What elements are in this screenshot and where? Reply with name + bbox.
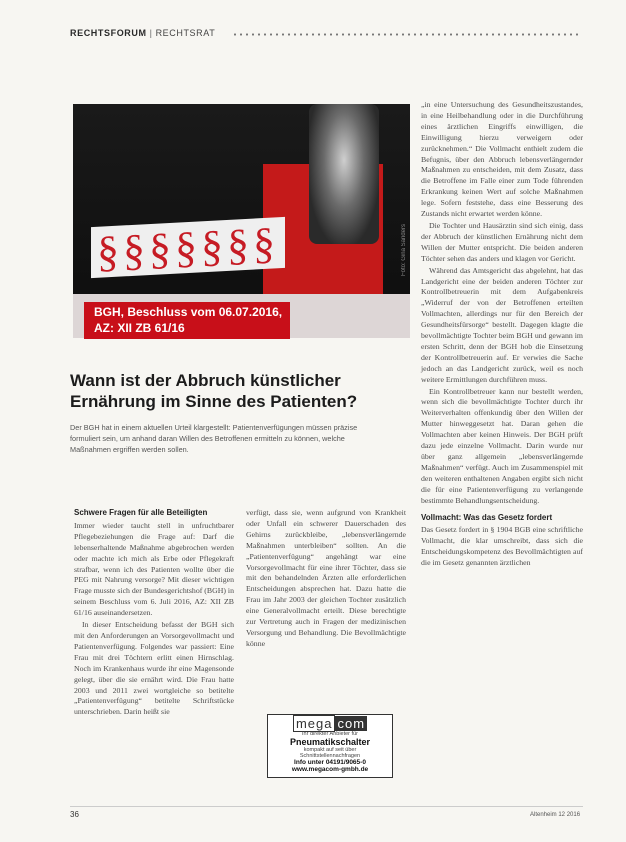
footer-rule	[70, 806, 583, 807]
subheading-schwere-fragen: Schwere Fragen für alle Beteiligten	[74, 508, 208, 517]
megacom-logo: mega com	[268, 716, 392, 731]
page-number: 36	[70, 810, 79, 819]
ad-phone: Info unter 04191/9065-0	[294, 759, 366, 766]
paragraph: Während das Amtsgericht das abgelehnt, hat das Landgericht eine der beiden anderen Töchter zur Kontrollbetreuerin mit dem Aufgabenkreis „Widerruf der von der Betroffenen erteilten Vollmachten, allerdings nur für den Bereich der Gesundheitsfürsorge“ bestellt. Dagegen klagte die bevollmächtigte Tochter beim BGH und gewann im ersten Schritt, denn der BGH hob die Einsetzung der Kontrollbetreuerin auf. Er verwies die Sache jedoch an das Landgericht zurück, weil es noch weitere Ermittlungen durchführen muss.	[421, 265, 583, 384]
article-headline: Wann ist der Abbruch künstlicher Ernährung im Sinne des Patienten?	[70, 371, 358, 411]
paragraph: Ein Kontrollbetreuer kann nur bestellt werden, wenn sich die bevollmächtigte Tochter durch ihr Weiterverhalten offenkundig über den Willen der Mutter hinweggesetzt hat. Daran gehen die Vollmachten aber keinen Hinweis. Der BGH prüft dazu jede einzelne Vollmacht. Darin wurde nur über ganz allgemein „lebensverlängernde Maßnahmen“ verfügt. Auch im Zusammenspiel mit den weiteren enthaltenen Angaben ergibt sich nicht die für eine Patientenverfügung zu verlangende bestimmte Behandlungsentscheidung.	[421, 386, 583, 505]
text-column-1	[74, 508, 234, 719]
paragraph-signs: §§§§§§§	[91, 217, 285, 278]
caption-line-2: AZ: XII ZB 61/16	[94, 321, 185, 335]
text-column-2	[246, 508, 406, 651]
ad-tagline: Ihr direkter Anbieter für	[302, 731, 358, 737]
caption-line-1: BGH, Beschluss vom 06.07.2016,	[94, 305, 283, 319]
ad-detail-2: Schnittstellennachfragen	[299, 753, 361, 759]
stamp-image	[309, 104, 379, 244]
paragraph: „in eine Untersuchung des Gesundheitszustandes, in eine Heilbehandlung oder in die Durchführung eines ärztlichen Eingriffs einwilligen, die Einwilligung hierzu verweigern oder zurücknehmen.“ Die Vollmacht enthielt zudem die Befugnis, über den Abbruch lebensverlängernder Maßnahmen zu entscheiden, mit dem Zusatz, dass die Betroffene im Falle einer zum Tode führenden Erkrankung keinen Wert auf solche Maßnahmen lege. Sofern feststehe, dass eine Besserung des Zustands nicht erwartet werden könne.	[421, 100, 583, 219]
paragraph: Das Gesetz fordert in § 1904 BGB eine schriftliche Vollmacht, die klar umschreibt, dass sich die Entscheidungskompetenz des Bevollmächtigten auf die im Gesetz genannten ärztlichen	[421, 525, 583, 568]
text-column-3	[421, 100, 583, 570]
section-label: RECHTSFORUM	[70, 28, 147, 38]
photo-caption	[84, 302, 290, 339]
magazine-issue: Altenheim 12 2016	[530, 812, 581, 818]
section-header	[70, 28, 215, 38]
paragraph: In dieser Entscheidung befasst der BGH sich mit den Anforderungen an Vorsorgevollmacht und Patientenverfügung. Folgendes war passiert: Eine Frau mit drei Töchtern erlitt einen Hirnschlag. Noch im Krankenhaus wurde ihr eine Magensonde gelegt, über die sie ernährt wird. Die Frau hatte 2003 und 2011 zwei wortgleiche so betitelte „Patientenverfügung“ betitelte Schriftstücke unterschrieben. Darin heißt sie	[74, 620, 234, 717]
section-separator: |	[149, 28, 153, 38]
header-dotted-rule	[232, 33, 582, 36]
article-lead: Der BGH hat in einem aktuellen Urteil klargestellt: Patientenverfügungen müssen präzise formuliert sein, um anhand daran Willen des Betroffenen ermitteln zu können, welche Maßnahmen ergriffen werden sollen.	[70, 423, 358, 454]
megacom-advertisement[interactable]	[267, 714, 393, 778]
subsection-label: RECHTSRAT	[155, 28, 216, 38]
ad-product: Pneumatikschalter	[289, 737, 371, 747]
paragraph: Immer wieder taucht stell in unfruchtbarer Pflegebeziehungen die Frage auf: Darf die lebenserhaltende Maßnahme abgebrochen werden oder machte ich mich als Erbe oder Pflegekraft strafbar, wenn ich des Patienten wollte über die PEG mit Nahrung versorge? Mit dieser wichtigen Frage musste sich der Bundesgerichtshof (BGH) in seinem Beschluss vom 6. Juli 2016, AZ: XII ZB 61/16 auseinandersetzen.	[74, 520, 234, 618]
subheading-vollmacht: Vollmacht: Was das Gesetz fordert	[421, 512, 553, 522]
photo-credit: Foto: Gina Sanders	[401, 224, 407, 277]
ad-url[interactable]: www.megacom-gmbh.de	[291, 766, 369, 773]
paragraph: verfügt, dass sie, wenn aufgrund von Krankheit oder Unfall ein schwerer Dauerschaden des Gehirns zurückbleibe, „lebensverlängernde Maßnahmen unterbleiben“ sollten. An die „Patientenverfügung“ angehängt war eine Vorsorgevollmacht für eine ihrer Töchter, dass sie mit den behandelnden Ärzten alle erforderlichen Entscheidungen absprechen hat. Dazu hatte die Frau im Jahr 2003 der gleichen Tochter zusätzlich eine Generalvollmacht erteilt. Diese berechtigte zur Vertretung auch in Fragen der medizinischen Versorgung und Behandlung. Die Bevollmächtigte könne	[246, 508, 406, 648]
paragraph: Die Tochter und Hausärztin sind sich einig, dass der Abbruch der künstlichen Ernährung nicht dem Willen der Mutter entspricht. Die beiden anderen Töchter sehen das anders und klagen vor Gericht.	[421, 220, 583, 263]
ad-detail: kompakt auf seit über	[303, 747, 357, 753]
